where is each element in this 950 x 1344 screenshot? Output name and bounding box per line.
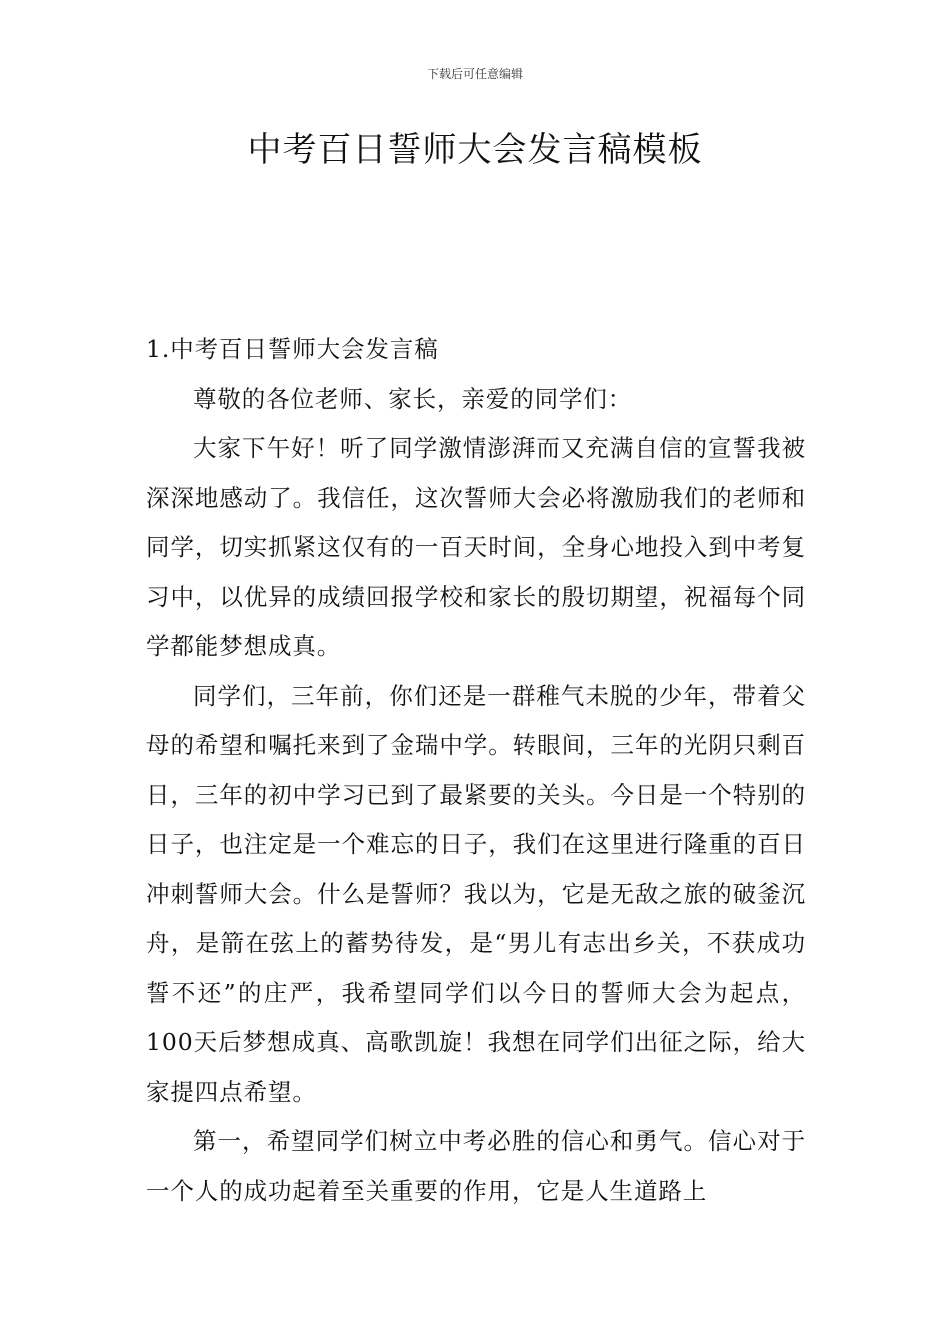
section-heading: 1.中考百日誓师大会发言稿 — [146, 335, 439, 363]
header-note: 下载后可任意编辑 — [426, 67, 523, 81]
paragraph-opening: 大家下午好！听了同学激情澎湃而又充满自信的宣誓我被深深地感动了。我信任，这次誓师大会必将激励我们的老师和同学，切实抓紧这仅有的一百天时间，全身心地投入到中考复习中，以优异的成绩回报学校和家长的殷切期望，祝福每个同学都能梦想成真。 — [146, 434, 806, 660]
document-title: 中考百日誓师大会发言稿模板 — [247, 130, 703, 170]
paragraph-oath-meaning: 同学们，三年前，你们还是一群稚气未脱的少年，带着父母的希望和嘱托来到了金瑞中学。转眼间，三年的光阴只剩百日，三年的初中学习已到了最紧要的关头。今日是一个特别的日子，也注定是一个难忘的日子，我们在这里进行隆重的百日冲刺誓师大会。什么是誓师？我以为，它是无敌之旅的破釜沉舟，是箭在弦上的蓄势待发，是“男儿有志出乡关，不获成功誓不还”的庄严，我希望同学们以今日的誓师大会为起点，100天后梦想成真、高歌凯旋！我想在同学们出征之际，给大家提四点希望。 — [146, 681, 806, 1106]
document-body — [146, 325, 806, 1216]
paragraph-first-hope: 第一，希望同学们树立中考必胜的信心和勇气。信心对于一个人的成功起着至关重要的作用，它是人生道路上 — [146, 1127, 806, 1205]
paragraph-greeting: 尊敬的各位老师、家长，亲爱的同学们： — [193, 384, 633, 413]
